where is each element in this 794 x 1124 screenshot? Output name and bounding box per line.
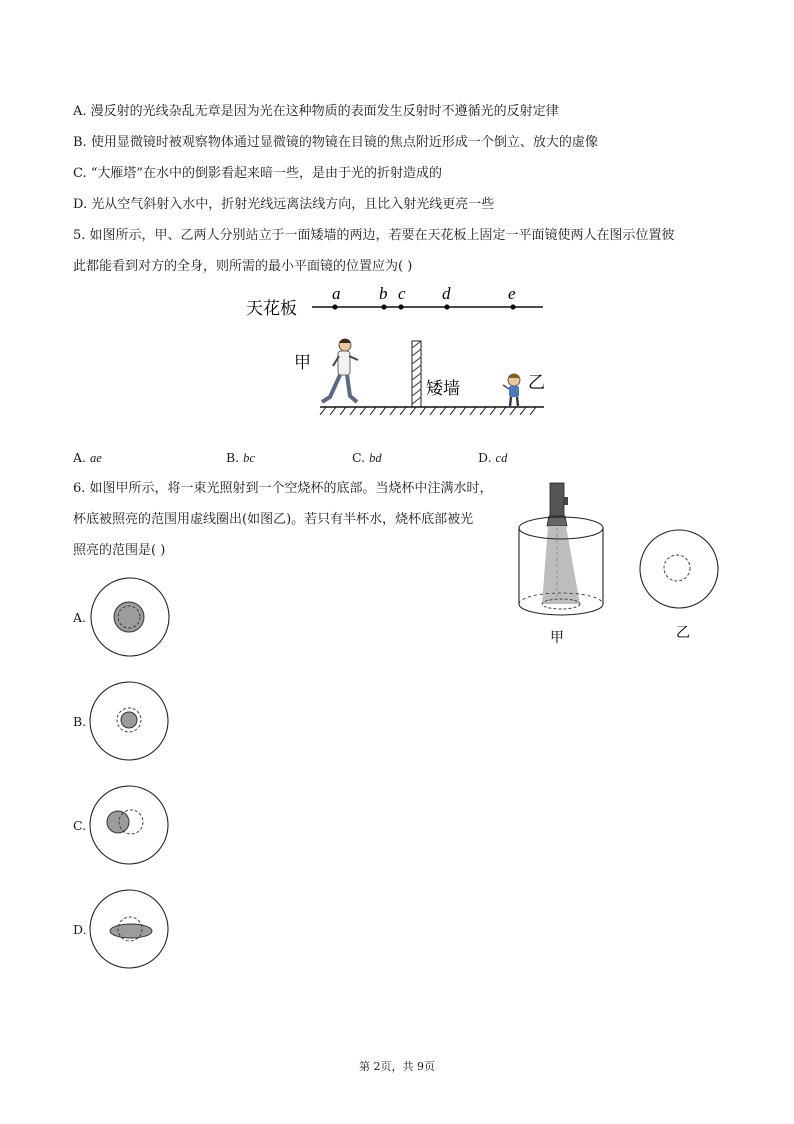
ceiling-label: 天花板 <box>246 299 297 319</box>
point-a-label: a <box>332 284 341 303</box>
point-c-label: c <box>398 284 406 303</box>
point-d-label: d <box>442 284 451 303</box>
q5-option-b-label: B. <box>226 450 240 465</box>
light-beam <box>542 526 580 604</box>
q6-stem-line2: 杯底被照亮的范围用虚线圈出(如图乙)。若只有半杯水，烧杯底部被光 <box>73 512 474 527</box>
q6-option-d-label: D. <box>73 922 87 937</box>
q4-option-c: C. “大雁塔”在水中的倒影看起来暗一些，是由于光的折射造成的 <box>73 166 443 181</box>
q5-option-d-value: cd <box>495 451 508 465</box>
figure-jia-label: 甲 <box>550 630 564 646</box>
q6-option-b-label: B. <box>73 714 87 729</box>
q6-option-c-label: C. <box>73 818 87 833</box>
q5-option-c-value: bd <box>369 451 382 465</box>
q5-option-a-value: ae <box>90 451 102 465</box>
q5-stem-line2: 此都能看到对方的全身，则所需的最小平面镜的位置应为( ) <box>73 259 413 274</box>
figure-yi-label: 乙 <box>676 625 690 641</box>
q6-option-a-label: A. <box>73 610 87 625</box>
q6-option-d-figure <box>90 890 168 968</box>
point-e-label: e <box>508 284 516 303</box>
q6-stem-line1: 6. 如图甲所示，将一束光照射到一个空烧杯的底部。当烧杯中注满水时， <box>73 481 493 496</box>
figure-yi-lit-circle <box>664 555 690 581</box>
q4-option-d: D. 光从空气斜射入水中，折射光线远离法线方向，且比入射光线更亮一些 <box>73 197 495 212</box>
person-yi-label: 乙 <box>528 373 545 393</box>
q4-option-a: A. 漫反射的光线杂乱无章是因为光在这种物质的表面发生反射时不遵循光的反射定律 <box>73 104 559 119</box>
flashlight <box>547 483 568 526</box>
q5-stem-line1: 5. 如图所示，甲、乙两人分别站立于一面矮墙的两边，若要在天花板上固定一平面镜使两人在图示位置彼 <box>73 228 675 243</box>
q5-option-d-label: D. <box>478 450 492 465</box>
q5-option-c-label: C. <box>352 450 366 465</box>
q4-option-b: B. 使用显微镜时被观察物体通过显微镜的物镜在目镜的焦点附近形成一个倒立、放大的虚像 <box>73 135 598 150</box>
q6-option-a-figure <box>91 578 169 656</box>
wall-label: 矮墙 <box>426 379 460 399</box>
point-b-label: b <box>379 284 388 303</box>
figure-yi-beaker-bottom <box>640 530 718 608</box>
q5-option-b-value: bc <box>243 451 255 465</box>
q5-option-a-label: A. <box>73 450 87 465</box>
q6-option-b-figure <box>90 682 168 760</box>
person-jia-label: 甲 <box>294 353 311 373</box>
q6-option-c-figure <box>90 786 168 864</box>
page-footer: 第 2页，共 9页 <box>359 1060 435 1073</box>
q6-stem-line3: 照亮的范围是( ) <box>73 543 166 558</box>
